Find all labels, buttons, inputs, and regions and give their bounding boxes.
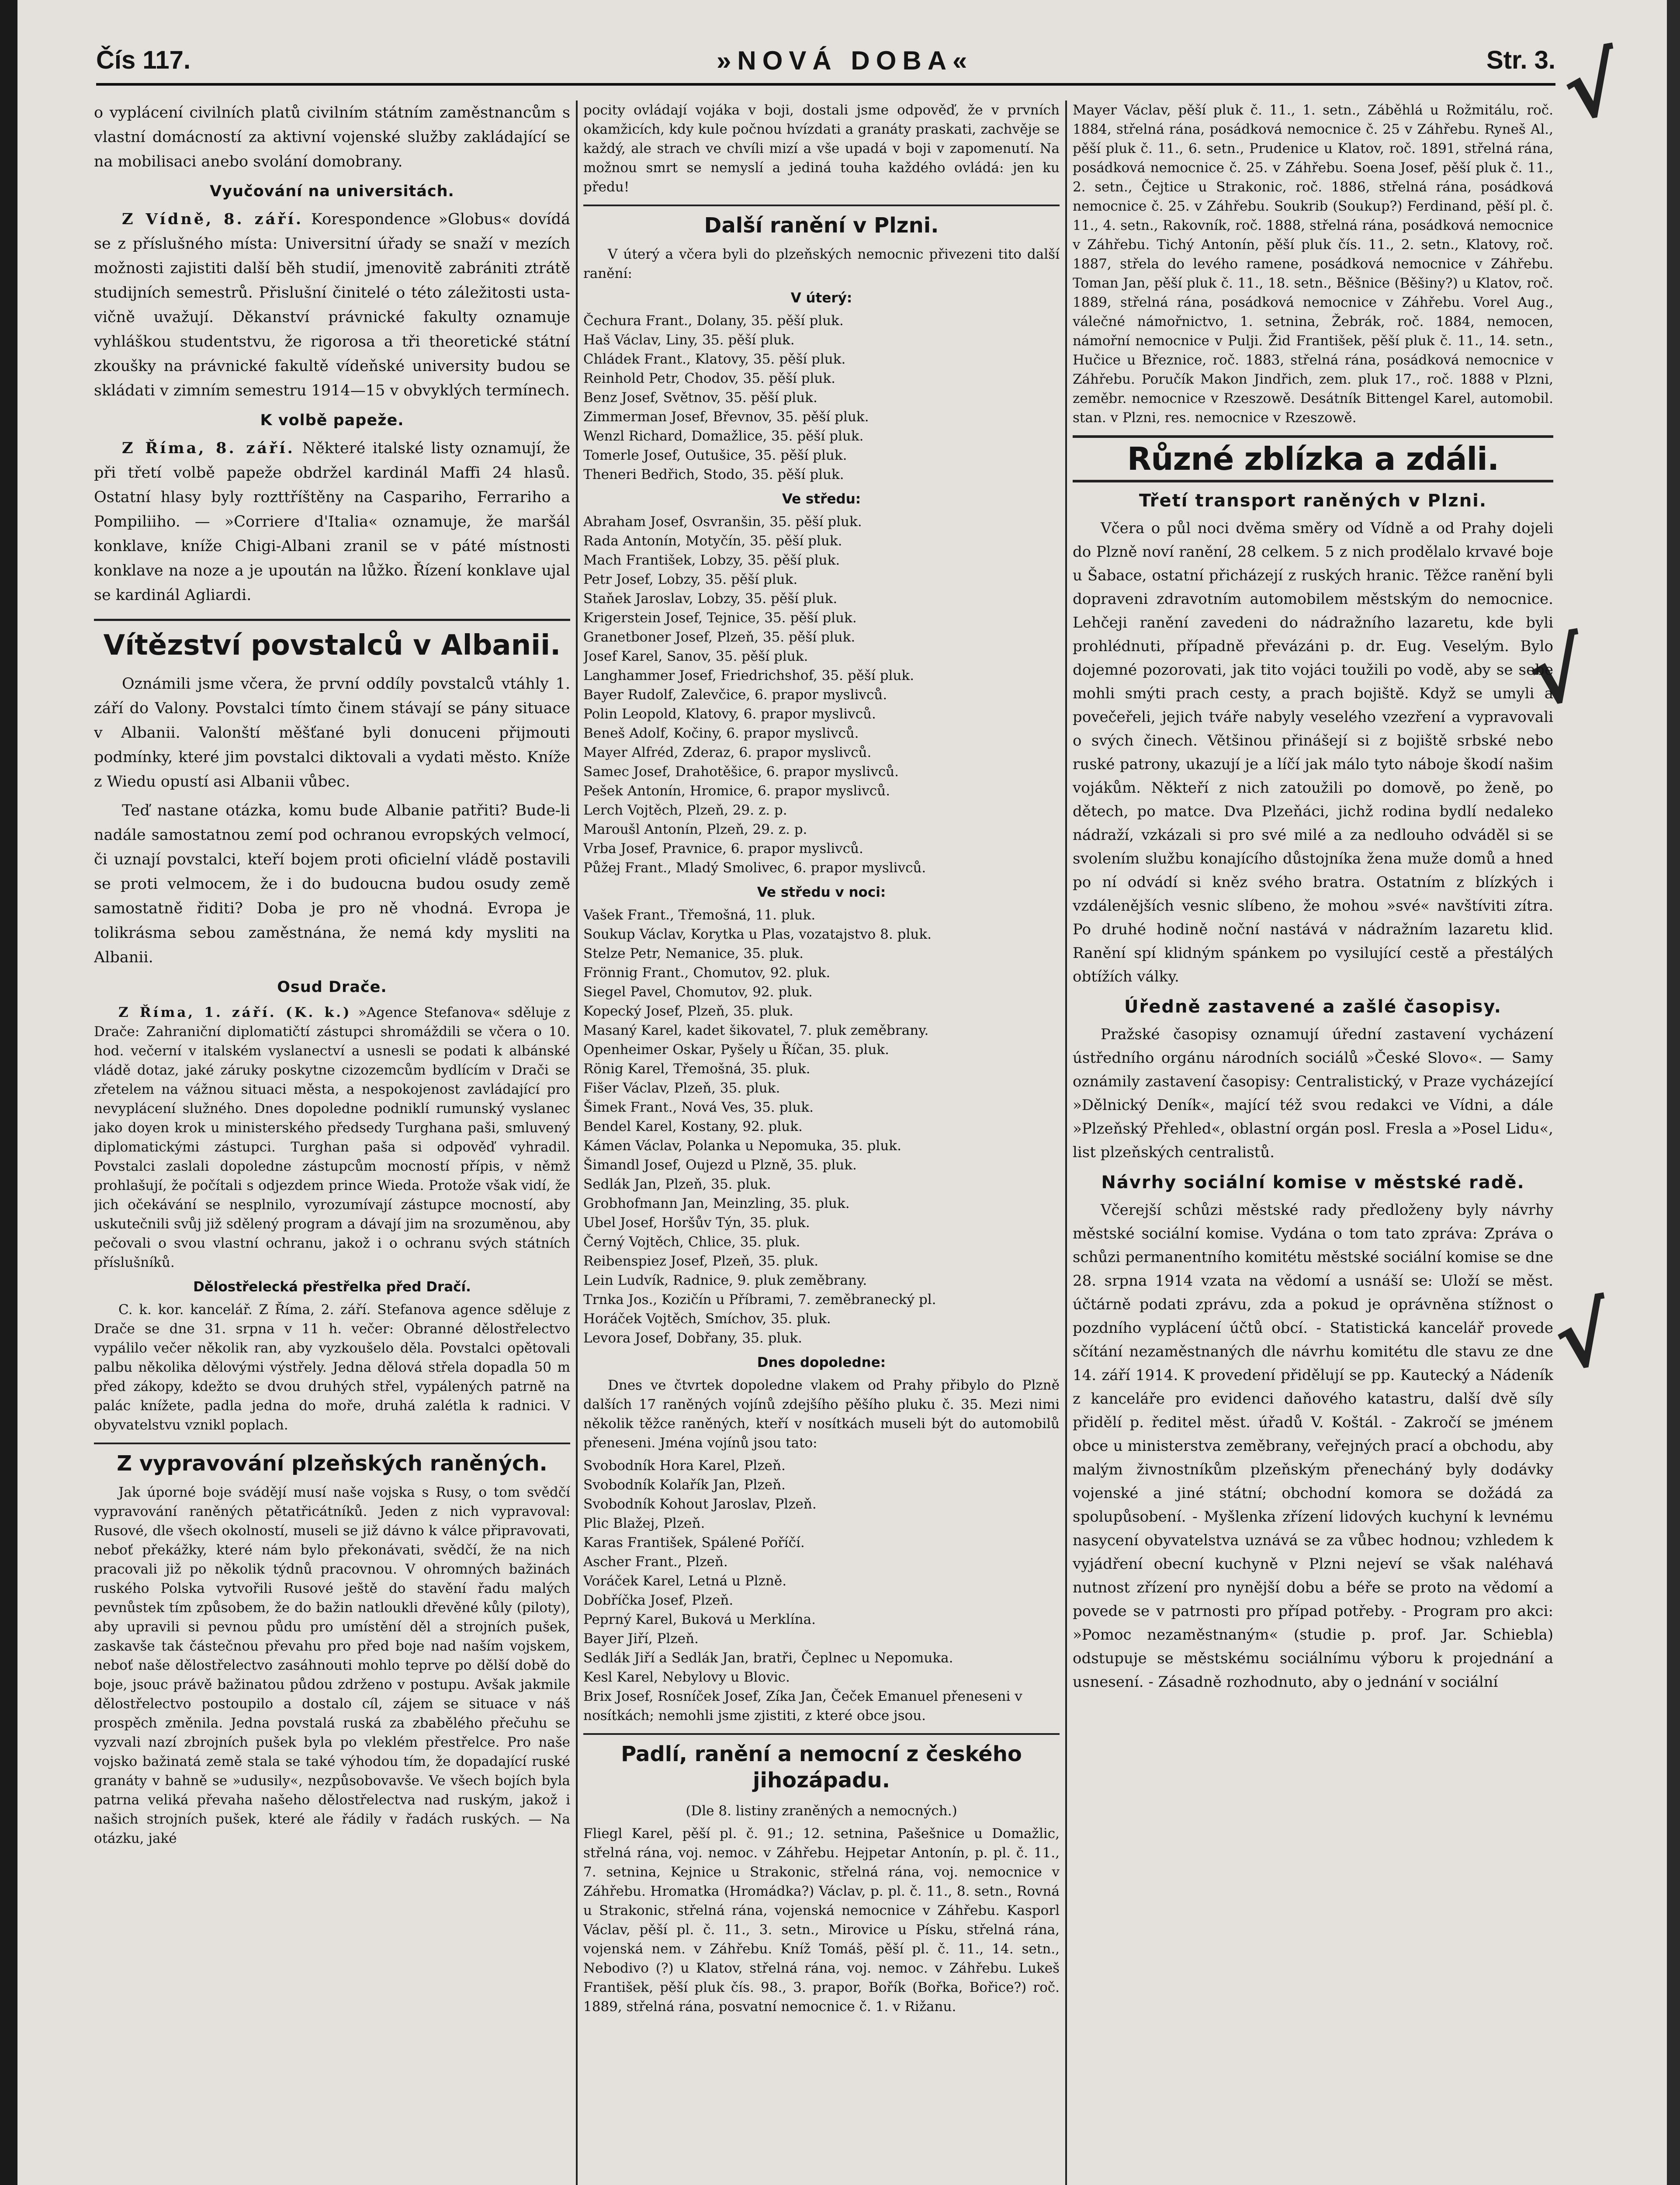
article-papers: Pražské časopisy oznamují úřední zastavení vycházení ústředního orgánu národních sociálů »České Slovo«. — Samy oznámily zastavení časopisy: Centralistický, v Praze vycházející »Dělnický Deník«, mající též svou redakci ve Vídni, a dále »Plzeňský Přehled«, oblastní orgán posl. Fresla a »Posel Lidu«, list plzeňských centralistů.: [1073, 1026, 1553, 1161]
list-item: Zimmerman Josef, Břevnov, 35. pěší pluk.: [583, 409, 869, 425]
list-item: Peprný Karel, Buková u Merklína.: [583, 1612, 816, 1627]
list-item: Krigerstein Josef, Tejnice, 35. pěší pluk.: [583, 610, 857, 626]
article-transport: Včera o půl noci dvěma směry od Vídně a od Prahy dojeli do Plzně noví ranění, 28 celkem. 5 z nich prodělalo krvavé boje u Šabace, ostatní přicházejí z ruských hranic. Těžce ranění byli dopraveni zdravotním automobilem městským do nemocnice. Lehčeji ranění zavedeni do nádražního lazaretu, kde byli prohlédnuti, případně převázáni p. dr. Eug. Veselým. Bylo dojemné pozorovati, jak tito vojáci toužili po vodě, aby se sebe mohli smýti prach cesty, a prach bojiště. Když se umyli a povečeřeli, jejich tváře nabyly veselého vzezření a vypravovali o svých činech. Většinou přinášejí si z bojiště srbské nebo ruské patrony, ukazují je a líčí jak málo tyto náboje škodí našim vojákům. Někteří z nich zatoužili po domově, po ženě, po dětech, po matce. Dva Plzeňáci, jichž rodina bydlí nedaleko nádraží, vzkázali si pro své milé a za nedlouho odváděl si se svolením službu konajícího důstojníka žena muže domů a hned po ní odvádí si kněz svého bratra. Ostatním z blízkých i vzdálenějších vesnic slíbeno, že mohou »své« navštíviti zítra. Po druhé hodině noční nastává v nádražním lazaretu klid. Ranění spí klidným spánkem po vysilující cestě a přestálých obtížích války.: [1073, 520, 1553, 985]
list-item: Černý Vojtěch, Chlice, 35. pluk.: [583, 1234, 800, 1250]
list-item: Benz Josef, Světnov, 35. pěší pluk.: [583, 390, 817, 406]
list-item: Kesl Karel, Nebylovy u Blovic.: [583, 1669, 790, 1685]
list-item: Lerch Vojtěch, Plzeň, 29. z. p.: [583, 802, 787, 818]
article-durazzo: [94, 1003, 570, 1272]
column-rule-2: [1065, 101, 1067, 2185]
heading-pope: K volbě papeže.: [260, 412, 404, 429]
list-item: Mach František, Lobzy, 35. pěší pluk.: [583, 552, 840, 568]
list-item: Lein Ludvík, Radnice, 9. pluk zeměbrany.: [583, 1273, 867, 1288]
list-item: Bendel Karel, Kostany, 92. pluk.: [583, 1119, 803, 1134]
list-item: Beneš Adolf, Kočiny, 6. prapor myslivců.: [583, 725, 859, 741]
list-item: Polin Leopold, Klatovy, 6. prapor myslivců.: [583, 706, 876, 722]
list-item: Šimandl Josef, Oujezd u Plzně, 35. pluk.: [583, 1157, 857, 1173]
list-item: Karas František, Spálené Poříčí.: [583, 1535, 805, 1550]
list-item: Čechura Frant., Dolany, 35. pěší pluk.: [583, 313, 844, 329]
subheading-suspended-papers: Úředně zastavené a zašlé časopisy.: [1124, 997, 1502, 1017]
list-item: Mayer Alfréd, Zderaz, 6. prapor myslivců.: [583, 745, 872, 760]
list-item: Stelze Petr, Nemanice, 35. pluk.: [583, 946, 804, 961]
newspaper-title: »NOVÁ DOBA«: [717, 46, 973, 75]
check-mark-2: √: [1521, 621, 1593, 726]
list-item: Reinhold Petr, Chodov, 35. pěší pluk.: [583, 371, 835, 386]
list-item: Siegel Pavel, Chomutov, 92. pluk.: [583, 984, 813, 1000]
list-item: Levora Josef, Dobřany, 35. pluk.: [583, 1330, 802, 1346]
list-item: Bayer Jiří, Plzeň.: [583, 1631, 699, 1647]
list-item: Vašek Frant., Třemošná, 11. pluk.: [583, 907, 816, 923]
article-text: Korespondence »Globus« dovídá se z příslušného místa: Universitní úřady se snaží v mezích možnosti zajistiti další běh studií, jmenovitě zabrániti ztrátě studijních semestrů. Přislušní činitelé o této záležitosti usta-vičně uvažují. Děkanství právnické fakulty oznamuje vyhláškou studentstvu, že rigorosa a tři theoretické státní zkoušky na právnické fakultě vídeňské university budou se skládati v zimním semestru 1914—15 v obvyklých termínech.: [94, 211, 570, 399]
list-item: Dobříčka Josef, Plzeň.: [583, 1592, 734, 1608]
list-item: Voráček Karel, Letná u Plzně.: [583, 1573, 787, 1589]
list-item: Staňek Jaroslav, Lobzy, 35. pěší pluk.: [583, 591, 838, 607]
list-item: Sedlák Jiří a Sedlák Jan, bratři, Čeplnec u Nepomuka.: [583, 1650, 953, 1666]
intro-paragraph: o vyplácení civilních platů civilním státním zaměstnancům s vlastní domácností za aktivní vojenské služby zakládající se na mobilisaci anebo svolání domobrany.: [94, 104, 570, 170]
scan-edge-right: [1667, 0, 1680, 2185]
list-item: Svobodník Kolařík Jan, Plzeň.: [583, 1477, 786, 1493]
list-item: Haš Václav, Liny, 35. pěší pluk.: [583, 332, 795, 348]
list-item: Wenzl Richard, Domažlice, 35. pěší pluk.: [583, 428, 864, 444]
today-intro: Dnes ve čtvrtek dopoledne vlakem od Prahy přibylo do Plzně dalších 17 raněných vojínů zdejšího pěšího pluku č. 35. Mezi nimi několik těžce raněných, kteří v nosítkách museli být do automobilů přeneseni. Jména vojínů jsou tato:: [583, 1377, 1060, 1451]
subheading-tuesday: V úterý:: [790, 290, 852, 306]
list-item: Ubel Josef, Horšův Týn, 35. pluk.: [583, 1215, 810, 1231]
heading-plzen-wounded-stories: Z vypravování plzeňských raněných.: [94, 1443, 570, 1477]
subheading-wednesday: Ve středu:: [782, 491, 861, 507]
southwest-list-continued: Mayer Václav, pěší pluk č. 11., 1. setn., Záběhlá u Rožmitálu, roč. 1884, střelná rána, posádková nemocnice č. 25 v Záhřebu. Ryneš Al., pěší pluk č. 11., 6. setn., Prudenice u Klatov, roč. 1891, střelná rána, posádková nemocnice č. 25. v Záhřebu. Soena Josef, pěší pluk č. 11., 2. setn., Čejtice u Strakonic, roč. 1886, střelná rána, posádková nemocnice č. 25. v Záhřebu. Soukrib (Soukup?) Ferdinand, pěší pl. č. 11., 4. setn., Rakovník, roč. 1888, střelná rána, posádková nemocnice v Záhřebu. Tichý Antonín, pěší pluk čís. 11., 2. setn., Klatovy, roč. 1887, střela do levého ramene, posádková nemocnice v Záhřebu. Toman Jan, pěší pluk č. 11., 18. setn., Běšnice (Běšiny?) u Klatov, roč. 1889, střelná rána, posádková nemocnice v Záhřebu. Vorel Aug., válečné námořnictvo, 1. setnina, Žebrák, roč. 1884, nemocen, námořní nemocnice v Pulji. Žid František, pěší pluk č. 11., 14. setn., Hučice u Březnice, roč. 1883, střelná rána, posádková nemocnice v Záhřebu. Poručík Makon Jindřich, zem. pluk 17., roč. 1888 v Plzni, zeměbr. nemocnice v Rzeszowě. Desátník Bittengel Karel, automobil. stan. v Plzni, res. nemocnice v Rzeszowě.: [1073, 102, 1553, 426]
list-item: Josef Karel, Sanov, 35. pěší pluk.: [583, 649, 808, 664]
list-item: Trnka Jos., Kozičín u Příbrami, 7. zeměbranecký pl.: [583, 1292, 936, 1308]
list-item: Horáček Vojtěch, Smíchov, 35. pluk.: [583, 1311, 831, 1327]
list-today: [583, 1456, 1060, 1725]
list-item: Chládek Frant., Klatovy, 35. pěší pluk.: [583, 351, 846, 367]
check-mark-1: √: [1556, 35, 1628, 140]
list-item: Svobodník Hora Karel, Plzeň.: [583, 1458, 786, 1474]
article-stories: Jak úporné boje svádějí musí naše vojska s Rusy, o tom svědčí vypravování raněných pětatřicátníků. Jeden z nich vypravoval: Rusové, dle všech okolností, museli se již dávno k válce připravovati, neboť překážky, které nám bylo překonávati, svědčí, že na nich pracovali již po několik týdnů pracovnou. V ohromných bažinách ruského Polska vytvořili Rusové ještě do stavění řadu malých pevnůstek tím způsobem, že do bažin natloukli dřevěné kůly (piloty), aby upravili si pevnou půdu pro umístění děl a strojních pušek, zaskavše tak částečnou převahu pro před boje nad naším vojskem, neboť naše dělostřelectvo zasáhnouti mohlo teprve po dělší době do boje, jsouc právě bažinatou půdou zdrženo v postupu. Avšak jakmile dělostřelectvo postoupilo a dostalo cíl, zájem se situace v náš prospěch změnila. Jedna povstalá ruská za zbabělého přečuhu se vyzvali nazí zbrojních pušek byla po vleklém přestřelce. Pro naše vojsko bažinatá země stala se také výhodou tím, že dopadající ruské granáty v bahně se »udusily«, nezpůsobovavše. Ve všech bojích byla patrna veliká převaha našeho dělostřelectva nad ruským, jakož i našich strojních pušek, které ale řádily v řadách ruských. — Na otázku, jaké: [94, 1484, 570, 1846]
article-social: Včerejší schůzi městské rady předloženy byly návrhy městské sociální komise. Vydána o tom tato zpráva: Zpráva o schůzi permanentního komitétu městské sociální komise se dne 28. srpna 1914 vzata na vědomí a usnáší se: Uloží se měst. účtárně podati zprávu, zda a pokud je oprávněna stížnost o pozdního vyplácení účtů obcí. - Statistická kancelář provede sčítání nezaměstnaných dle návrhu komitétu dle stavu ze dne 14. září 1914. K provedení přidělují se pp. Kautecký a Nádeník z kanceláře pro evidenci daňového katastru, další dvě síly přidělí p. ředitel měst. úřadů V. Koštál. - Zakročí se jménem obce u ministerstva zeměbrany, veřejných prací a obchodu, aby malým živnostníkům plzeňským přenecháný byly dodávky vojenské a jiné státní; obchodní komora se dožádá za spolupůsobení. - Myšlenka zřízení lidových kuchyní k levnému nasycení obyvatelstva uznává se za vůbec hodnou; vzhledem k vyjádření obecní kuchyně v Plzni nejeví se však naléhavá nutnost zřízení pro nynější dobu a béře se proto na vědomí a povede se v patrnosti pro případ potřeby. - Program pro akci: »Pomoc nezaměstnaným« (studie p. prof. Jar. Schiebla) odstupuje se městskému sociálnímu výboru k projednání a usnesení. - Zásadně rozhodnuto, aby o jednání v sociální: [1073, 1201, 1553, 1691]
article-text: Stefanova agence sděluje z Drače se dne 31. srpna v 11 h. večer: Obranné dělostřelectvo vypálilo večer několik ran, aby vyzkoušelo děla. Povstalci opětovali palbu několika dělovými výstřely. Jedna dělová střela dopadla 50 m před zákopy, kdežto se dvou druhých střel, vypálených patrně na palác knížete, padla jedna do moře, druhá zalétla k radnici. V obyvatelstvu vznikl poplach.: [94, 1302, 570, 1433]
article-artillery: [94, 1300, 570, 1435]
dateline: Z Vídně, 8. září.: [122, 210, 304, 228]
column-rule-1: [576, 101, 578, 2185]
list-item: Masaný Karel, kadet šikovatel, 7. pluk zeměbrany.: [583, 1023, 929, 1038]
column-1: [94, 101, 570, 2185]
list-tuesday: [583, 311, 1060, 484]
heading-southwest: Padlí, ranění a nemocní z českého jihozápadu.: [583, 1733, 1060, 1793]
list-item: Plic Blažej, Plzeň.: [583, 1516, 705, 1531]
page-number: Str. 3.: [1486, 46, 1555, 74]
list-item: Vrba Josef, Pravnice, 6. prapor myslivců.: [583, 841, 863, 857]
subheading-wednesday-night: Ve středu v noci:: [757, 884, 886, 900]
list-item: Svobodník Kohout Jaroslav, Plzeň.: [583, 1496, 817, 1512]
heading-albania: Vítězství povstalců v Albanii.: [94, 619, 570, 662]
list-item: Frönnig Frant., Chomutov, 92. pluk.: [583, 965, 831, 981]
list-wednesday: [583, 512, 1060, 877]
dateline: Z Říma, 8. září.: [122, 439, 295, 457]
list-item: Brix Josef, Rosníček Josef, Zíka Jan, Čeček Emanuel přeneseni v nosítkách; nemohli jsme zjistiti, z které obce jsou.: [583, 1689, 1022, 1724]
list-item: Ascher Frant., Plzeň.: [583, 1554, 728, 1570]
list-item: Soukup Václav, Korytka u Plas, vozatajstvo 8. pluk.: [583, 926, 932, 942]
southwest-intro: (Dle 8. listiny zraněných a nemocných.): [686, 1803, 957, 1819]
article-text: Některé italské listy oznamují, že při třetí volbě papeže obdržel kardinál Maffi 24 hlasů. Ostatní hlasy byly rozttříštěny na Caspariho, Ferrariho a Pompiliiho. — »Corriere d'Italia« oznamuje, že maršál konklave, kníže Chigi-Albani zranil se v páté místnosti konklave na noze a je upoután na lůžko. Řízení konklave ujal se kardinál Agliardi.: [94, 440, 570, 604]
list-item: Langhammer Josef, Friedrichshof, 35. pěší pluk.: [583, 668, 914, 683]
scan-edge-left: [0, 0, 17, 2185]
list-item: Kámen Václav, Polanka u Nepomuka, 35. pluk.: [583, 1138, 901, 1154]
list-item: Abraham Josef, Osvranšin, 35. pěší pluk.: [583, 514, 862, 530]
column-3: [1073, 101, 1553, 2185]
heading-artillery: Dělostřelecká přestřelka před Dračí.: [193, 1279, 471, 1295]
column-2: [583, 101, 1060, 2185]
list-item: Rada Antonín, Motyčín, 35. pěší pluk.: [583, 533, 842, 549]
article-text: »Agence Stefanova« sděluje z Drače: Zahraniční diplomatičtí zástupci shromáždili se včera o 10. hod. večerní v italském vyslanectví a usnesli se podati k albánské vládě dotaz, jaké záruky poskytne cizozemcům bydlícím v Drači se zřetelem na vážnou situaci města, a nespokojenost zavládající pro nevyplácení služného. Dnes dopoledne podniklí rumunský vyslanec jako doyen krok u ministerského předsedy Turghana paši, smluvený diplomatickými zástupci. Turghan paša si odpověď vyhradil. Povstalci zaslali dopoledne zástupcům mocností přípis, v němž prohlašují, že počítali s odjezdem prince Wieda. Protože však vidí, že jich očekávání se nesplnilo, vyrozumívají zástupce mocností, aby uskutečnili svůj již sdělený program a dávají jim na srozuměnou, aby pečovali o svou vlastní ochranu, jakož i o ochranu svých státních příslušníků.: [94, 1005, 570, 1270]
list-item: Kopecký Josef, Plzeň, 35. pluk.: [583, 1003, 793, 1019]
list-item: Pešek Antonín, Hromice, 6. prapor myslivců.: [583, 783, 890, 799]
dateline: C. k. kor. kancelář. Z Říma, 2. září.: [118, 1302, 371, 1318]
list-item: Sedlák Jan, Plzeň, 35. pluk.: [583, 1176, 771, 1192]
list-item: Granetboner Josef, Plzeň, 35. pěší pluk.: [583, 629, 856, 645]
list-item: Openheimer Oskar, Pyšely u Říčan, 35. pluk.: [583, 1042, 889, 1058]
list-item: Maroušl Antonín, Plzeň, 29. z. p.: [583, 822, 807, 837]
list-item: Reibenspiez Josef, Plzeň, 35. pluk.: [583, 1253, 819, 1269]
list-item: Šimek Frant., Nová Ves, 35. pluk.: [583, 1099, 814, 1115]
subheading-third-transport: Třetí transport raněných v Plzni.: [1139, 491, 1487, 511]
dateline: Z Říma, 1. září. (K. k.): [118, 1005, 352, 1020]
list-item: Samec Josef, Drahotěšice, 6. prapor myslivců.: [583, 764, 899, 780]
page-header: [96, 44, 1555, 86]
heading-news-near-far: Různé zblízka a zdáli.: [1073, 435, 1553, 482]
list-item: Bayer Rudolf, Zalevčice, 6. prapor myslivců.: [583, 687, 887, 703]
list-item: Grobhofmann Jan, Meinzling, 35. pluk.: [583, 1196, 850, 1211]
list-item: Theneri Bedřich, Stodo, 35. pěší pluk.: [583, 467, 844, 482]
article-pope: [94, 436, 570, 607]
subheading-today: Dnes dopoledne:: [757, 1355, 886, 1370]
albania-paragraph-2: Teď nastane otázka, komu bude Albanie patřiti? Bude-li nadále samostatnou zemí pod ochranou evropských velmocí, či uznají povstalci, kteří bojem proti oficielní vládě postavili se proti velmocem, že i do budoucna budou osudy země samostatně řiditi? Doba je pro ně vhodná. Evropa je tolikrásma sebou zaměstnána, že nemá kdy mysliti na Albanii.: [94, 802, 570, 966]
list-item: Tomerle Josef, Outušice, 35. pěší pluk.: [583, 447, 847, 463]
heading-durazzo: Osud Drače.: [277, 978, 387, 996]
stories-continued: pocity ovládají vojáka v boji, dostali jsme odpověď, že v prvních okamžicích, kdy kule počnou hvízdati a granáty praskati, zachvěje se každý, ale strach ve chvíli mizí a vše upadá v boji v zapomenutí. Na možnou smrt se nemyslí a jediná touha každého ovládá: jen ku předu!: [583, 102, 1060, 195]
subheading-social-commission: Návrhy sociální komise v městské radě.: [1101, 1172, 1525, 1193]
heading-more-wounded: Další ranění v Plzni.: [583, 205, 1060, 239]
list-item: Fišer Václav, Plzeň, 35. pluk.: [583, 1080, 780, 1096]
article-university: [94, 207, 570, 403]
issue-number: Čís 117.: [96, 46, 191, 74]
southwest-list: Fliegl Karel, pěší pl. č. 91.; 12. setnina, Pašešnice u Domažlic, střelná rána, voj. nemoc. v Záhřebu. Hejpetar Antonín, p. pl. č. 11., 7. setnina, Kejnice u Strakonic, střelná rána, voj. nemocnice v Záhřebu. Hromatka (Hromádka?) Václav, p. pl. č. 11., 8. setn., Rovná u Strakonic, střelná rána, vojenská nemocnice v Záhřebu. Kasporl Václav, pěší pl. č. 11., 3. setn., Mirovice u Písku, střelná rána, vojenská nem. v Záhřebu. Kníž Tomáš, pěší pl. č. 11., 14. setn., Nebodivo (?) u Klatov, střelná rána, voj. nemoc. v Záhřebu. Lukeš František, pěší pluk čís. 98., 3. prapor, Bořík (Bořka, Bořice?) roč. 1889, střelná rána, posvatní nemocnice č. 1. v Rižanu.: [583, 1826, 1060, 2015]
list-item: Petr Josef, Lobzy, 35. pěší pluk.: [583, 572, 798, 587]
albania-paragraph-1: Oznámili jsme včera, že první oddíly povstalců vtáhly 1. září do Valony. Povstalci tímto činem stávají se pány situace v Albanii. Valonští měšťané byli donuceni přijmouti podmínky, které jim povstalci diktovali a vydati město. Kníže z Wiedu opustí asi Albanii vůbec.: [94, 675, 570, 791]
wounded-intro: V úterý a včera byli do plzeňských nemocnic přivezeni tito další ranění:: [583, 246, 1060, 281]
heading-university: Vyučování na universitách.: [210, 183, 454, 200]
check-mark-3: √: [1547, 1285, 1619, 1390]
list-item: Rönig Karel, Třemošná, 35. pluk.: [583, 1061, 811, 1077]
list-item: Půžej Frant., Mladý Smolivec, 6. prapor myslivců.: [583, 860, 926, 876]
list-wednesday-night: [583, 905, 1060, 1348]
